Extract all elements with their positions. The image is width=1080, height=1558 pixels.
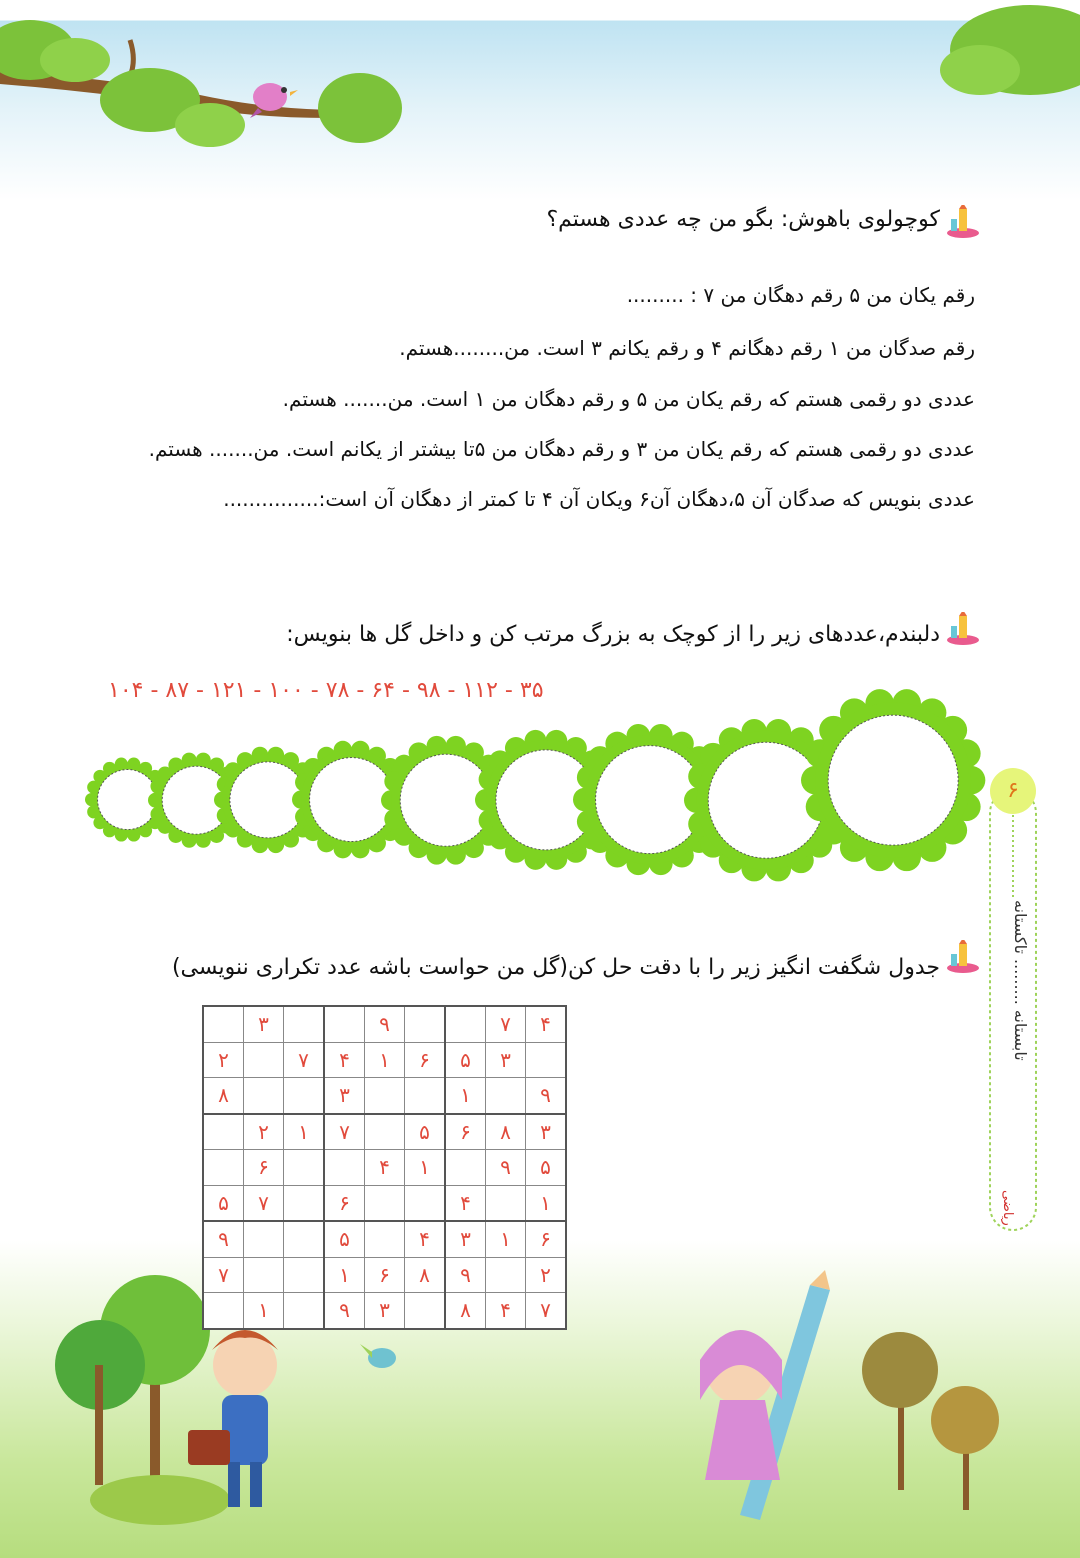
page-number: ۶ xyxy=(990,768,1036,814)
sudoku-cell: ۳ xyxy=(526,1114,567,1150)
girl-with-pencil-illustration xyxy=(700,1270,830,1520)
sudoku-cell: ۵ xyxy=(405,1114,446,1150)
sudoku-cell[interactable] xyxy=(284,1185,325,1221)
sudoku-cell: ۷ xyxy=(203,1257,244,1293)
sudoku-cell[interactable] xyxy=(486,1257,526,1293)
sudoku-cell[interactable] xyxy=(244,1221,284,1257)
sudoku-cell: ۶ xyxy=(526,1221,567,1257)
sudoku-cell[interactable] xyxy=(486,1078,526,1114)
sudoku-cell: ۲ xyxy=(526,1257,567,1293)
sudoku-cell: ۹ xyxy=(203,1221,244,1257)
sudoku-cell: ۴ xyxy=(445,1185,486,1221)
sudoku-row xyxy=(203,1006,566,1042)
sudoku-cell[interactable] xyxy=(526,1042,567,1078)
sudoku-cell: ۷ xyxy=(244,1185,284,1221)
sudoku-cell: ۶ xyxy=(445,1114,486,1150)
tree-branch-illustration xyxy=(0,5,1080,147)
sudoku-cell: ۸ xyxy=(203,1078,244,1114)
sudoku-cell: ۴ xyxy=(365,1150,405,1186)
sudoku-cell: ۶ xyxy=(405,1042,446,1078)
sudoku-cell: ۴ xyxy=(486,1293,526,1329)
numbers-to-sort: ۳۵ - ۱۱۲ - ۹۸ - ۶۴ - ۷۸ - ۱۰۰ - ۱۲۱ - ۸۷ - ۱۰۴ xyxy=(108,678,544,703)
sudoku-cell: ۸ xyxy=(486,1114,526,1150)
sudoku-cell[interactable] xyxy=(203,1150,244,1186)
sudoku-cell: ۵ xyxy=(445,1042,486,1078)
sudoku-cell[interactable] xyxy=(284,1293,325,1329)
sudoku-cell[interactable] xyxy=(324,1006,365,1042)
sudoku-cell: ۱ xyxy=(526,1185,567,1221)
sudoku-cell: ۷ xyxy=(526,1293,567,1329)
sudoku-cell: ۹ xyxy=(486,1150,526,1186)
pencil-icon xyxy=(946,612,980,646)
sudoku-cell: ۱ xyxy=(284,1114,325,1150)
sudoku-cell[interactable] xyxy=(486,1185,526,1221)
riddle-line-2: رقم صدگان من ۱ رقم دهگانم ۴ و رقم یکانم ۳ است. من........هستم. xyxy=(399,336,975,360)
sudoku-cell: ۵ xyxy=(203,1185,244,1221)
sudoku-cell: ۷ xyxy=(486,1006,526,1042)
section3-title: جدول شگفت انگیز زیر را با دقت حل کن(گل من حواست باشه عدد تکراری ننویسی) xyxy=(171,955,940,980)
sudoku-cell: ۸ xyxy=(445,1293,486,1329)
riddle-line-3: عددی دو رقمی هستم که رقم یکان من ۵ و رقم دهگان من ۱ است. من....... هستم. xyxy=(282,387,975,411)
sudoku-cell: ۱ xyxy=(486,1221,526,1257)
sudoku-row xyxy=(203,1150,566,1186)
sudoku-cell: ۱ xyxy=(405,1150,446,1186)
sudoku-cell: ۴ xyxy=(405,1221,446,1257)
sudoku-cell[interactable] xyxy=(365,1221,405,1257)
sudoku-row xyxy=(203,1293,566,1329)
pencil-icon xyxy=(946,205,980,239)
sudoku-cell: ۳ xyxy=(324,1078,365,1114)
riddle-line-1: رقم یکان من ۵ رقم دهگان من ۷ : ......... xyxy=(626,283,975,307)
sudoku-cell[interactable] xyxy=(405,1185,446,1221)
sudoku-cell[interactable] xyxy=(244,1257,284,1293)
sudoku-cell[interactable] xyxy=(244,1078,284,1114)
pencil-icon xyxy=(946,940,980,974)
sudoku-cell: ۶ xyxy=(244,1150,284,1186)
sudoku-row xyxy=(203,1042,566,1078)
sudoku-cell: ۵ xyxy=(324,1221,365,1257)
sudoku-cell: ۱ xyxy=(445,1078,486,1114)
sudoku-cell[interactable] xyxy=(405,1293,446,1329)
section1-title: کوچولوی باهوش: بگو من چه عددی هستم؟ xyxy=(546,207,940,232)
sudoku-cell: ۳ xyxy=(244,1006,284,1042)
flower-answer-box[interactable] xyxy=(799,686,987,874)
sudoku-cell[interactable] xyxy=(284,1006,325,1042)
sudoku-cell[interactable] xyxy=(405,1006,446,1042)
sudoku-cell[interactable] xyxy=(365,1185,405,1221)
small-bird-illustration xyxy=(360,1344,396,1368)
subject-label: ریاضی xyxy=(1000,1190,1015,1226)
sudoku-cell: ۱ xyxy=(365,1042,405,1078)
sudoku-cell: ۵ xyxy=(526,1150,567,1186)
riddle-line-5: عددی بنویس که صدگان آن ۵،دهگان آن۶ ویکان آن ۴ تا کمتر از دهگان آن است:............... xyxy=(223,487,975,511)
sudoku-cell: ۹ xyxy=(526,1078,567,1114)
sudoku-cell[interactable] xyxy=(365,1078,405,1114)
sudoku-cell: ۱ xyxy=(244,1293,284,1329)
sudoku-cell: ۹ xyxy=(445,1257,486,1293)
sudoku-cell: ۱ xyxy=(324,1257,365,1293)
trees-right-illustration xyxy=(862,1332,999,1510)
sudoku-cell: ۲ xyxy=(244,1114,284,1150)
sudoku-grid xyxy=(202,1005,567,1330)
sudoku-cell[interactable] xyxy=(405,1078,446,1114)
sudoku-cell: ۷ xyxy=(284,1042,325,1078)
sudoku-cell[interactable] xyxy=(203,1293,244,1329)
sudoku-cell[interactable] xyxy=(284,1257,325,1293)
sudoku-cell[interactable] xyxy=(284,1150,325,1186)
season-label: تابستانه ......... تاکستانه xyxy=(1011,900,1030,1061)
sudoku-cell: ۷ xyxy=(324,1114,365,1150)
sudoku-cell[interactable] xyxy=(365,1114,405,1150)
sudoku-cell: ۴ xyxy=(324,1042,365,1078)
sudoku-cell: ۲ xyxy=(203,1042,244,1078)
sudoku-cell[interactable] xyxy=(284,1078,325,1114)
sudoku-row xyxy=(203,1114,566,1150)
sudoku-row xyxy=(203,1221,566,1257)
riddle-line-4: عددی دو رقمی هستم که رقم یکان من ۳ و رقم دهگان من ۵تا بیشتر از یکانم است. من....... هستم. xyxy=(148,437,975,461)
sudoku-cell[interactable] xyxy=(284,1221,325,1257)
section2-title: دلبندم،عددهای زیر را از کوچک به بزرگ مرتب کن و داخل گل ها بنویس: xyxy=(286,622,940,647)
sudoku-cell: ۶ xyxy=(365,1257,405,1293)
sudoku-cell: ۹ xyxy=(324,1293,365,1329)
sudoku-row xyxy=(203,1257,566,1293)
sudoku-cell[interactable] xyxy=(203,1114,244,1150)
sudoku-cell: ۸ xyxy=(405,1257,446,1293)
sudoku-cell: ۴ xyxy=(526,1006,567,1042)
sudoku-cell: ۹ xyxy=(365,1006,405,1042)
sudoku-cell[interactable] xyxy=(324,1150,365,1186)
sudoku-cell: ۶ xyxy=(324,1185,365,1221)
sudoku-cell[interactable] xyxy=(445,1150,486,1186)
sudoku-cell: ۳ xyxy=(365,1293,405,1329)
sudoku-row xyxy=(203,1185,566,1221)
sudoku-row xyxy=(203,1078,566,1114)
sudoku-cell: ۳ xyxy=(486,1042,526,1078)
sudoku-cell[interactable] xyxy=(203,1006,244,1042)
sudoku-cell: ۳ xyxy=(445,1221,486,1257)
sudoku-cell[interactable] xyxy=(244,1042,284,1078)
sudoku-cell[interactable] xyxy=(445,1006,486,1042)
